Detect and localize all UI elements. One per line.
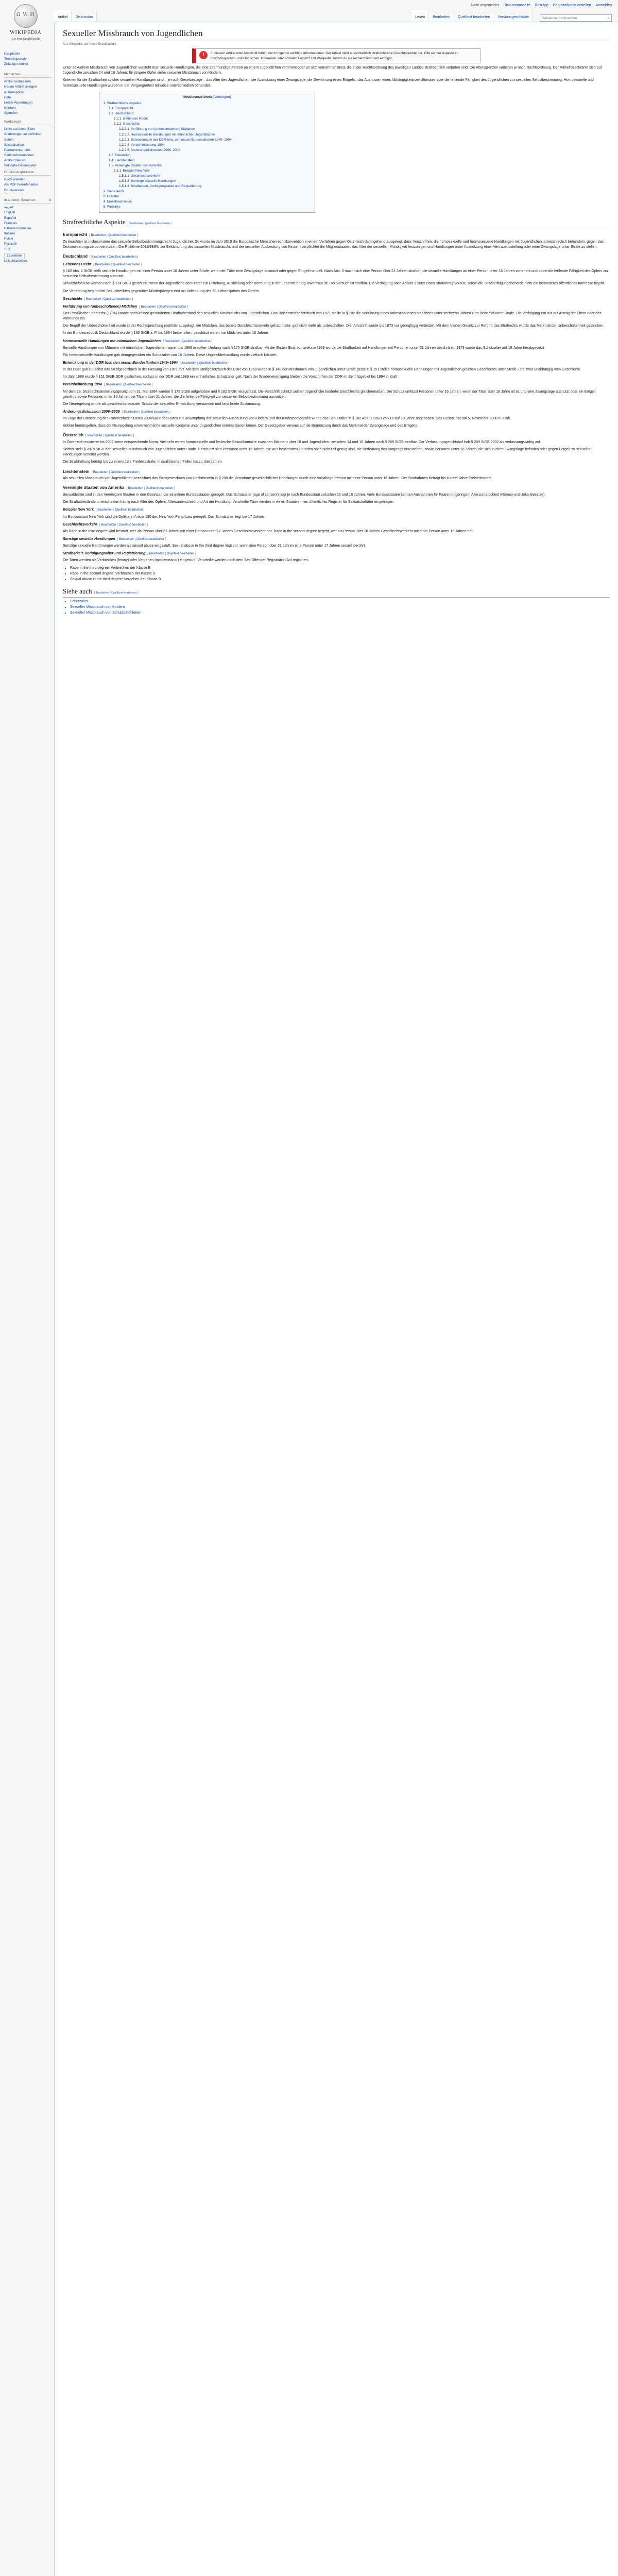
languages-portal — [4, 198, 52, 264]
languages-header — [4, 198, 52, 204]
subsubsection-heading — [63, 262, 610, 267]
section-title: Beispiel New York — [63, 508, 94, 512]
toc-label: Literatur — [107, 195, 119, 199]
login-link[interactable]: Anmelden — [595, 4, 612, 7]
subsection-heading — [63, 253, 610, 260]
print-portal — [4, 170, 52, 193]
edit-links-link[interactable]: Links bearbeiten — [4, 260, 27, 263]
edit-source-link[interactable]: Quelltext bearbeiten — [182, 340, 210, 343]
section-title: Deutschland — [63, 254, 88, 259]
section-title: Geschichte — [63, 297, 82, 301]
sidebar-item-new-article[interactable]: Neuen Artikel anlegen — [4, 85, 37, 89]
toc-title-label: Inhaltsverzeichnis — [183, 95, 213, 99]
lang-item[interactable]: العربية — [4, 206, 13, 210]
edit-source-link[interactable]: Quelltext bearbeiten — [166, 552, 195, 556]
lang-item[interactable]: Italiano — [4, 231, 15, 235]
talk-link[interactable]: Diskussionsseite — [503, 4, 530, 7]
see-also-list — [70, 599, 610, 616]
section-edit-links: [ Bearbeiten | Quelltext bearbeiten ] — [126, 487, 175, 490]
toc-label: Europarecht — [115, 107, 133, 111]
edit-source-link[interactable]: Quelltext bearbeiten — [158, 305, 186, 309]
toc-number: 4 — [104, 200, 106, 204]
section-edit-links: [ Bearbeiten | Quelltext bearbeiten ] — [104, 383, 153, 387]
paragraph: Die Taten werden als Verbrechen (felony) oder Vergehen (misdemeanor) eingestuft. Verurteilte werden nach dem Sex Offender Registration Act registriert. — [63, 558, 309, 563]
section-heading — [63, 217, 610, 228]
toc-label: Deutschland — [115, 112, 134, 116]
intro-paragraph: Kriterien für die Strafbarkeit solcher sexuellen Handlungen sind – je nach Gesetzeslage – das Alter des Jugendlichen, die Ausnutzung einer Zwangslage, die Gewährung eines Entgelts, das Ausnutzen eines Abhängigkeitsverhältnisses oder die fehlende Fähigkeit des Jugendlichen zur sexuellen Selbstbestimmung. Homosexuelle und heterosexuelle Handlungen wurden in der Vergangenheit teilweise unterschiedlich behandelt. — [63, 78, 594, 88]
section-edit-links: [ Bearbeiten | Quelltext bearbeiten ] — [127, 222, 172, 226]
edit-link[interactable]: Bearbeiten — [101, 523, 116, 527]
edit-link[interactable]: Bearbeiten — [91, 234, 106, 238]
table-of-contents — [99, 92, 315, 213]
edit-link[interactable]: Bearbeiten — [118, 537, 134, 541]
edit-link[interactable]: Bearbeiten — [181, 361, 197, 365]
subsubsection-heading — [63, 361, 610, 366]
edit-link[interactable]: Bearbeiten — [106, 383, 121, 387]
toc-entry[interactable] — [104, 116, 311, 122]
gear-icon[interactable]: ⚙ — [48, 198, 52, 202]
paragraph: Im Zuge der Umsetzung des Rahmenbeschlusses 2004/68/JI des Rates zur Bekämpfung der sexuellen Ausbeutung von Kindern und der Kinderpornografie wurde das Schutzalter in § 182 Abs. 1 StGB von 16 auf 18 Jahre angehoben. Das Gesetz trat am 5. November 2008 in Kraft. — [63, 417, 511, 421]
toc-label: Einzelnachweise — [107, 200, 132, 204]
tab-read[interactable]: Lesen — [411, 10, 429, 22]
sidebar-item-cite[interactable]: Artikel zitieren — [4, 158, 25, 162]
section-title: Vereinigte Staaten von Amerika — [63, 485, 125, 490]
edit-source-link[interactable]: Quelltext bearbeiten — [123, 383, 151, 387]
toc-label: Verführung von (unbescholtenen) Mädchen — [130, 127, 195, 131]
section-title: Vereinheitlichung 1994 — [63, 383, 102, 387]
section-edit-links: [ Bearbeiten | Quelltext bearbeiten ] — [180, 361, 229, 365]
toc-label: Vereinheitlichung 1994 — [130, 143, 165, 147]
toc-number: 1.5.1.2 — [119, 179, 129, 183]
edit-link[interactable]: Bearbeiten — [123, 410, 139, 414]
toc-number: 1.1 — [109, 107, 114, 111]
sidebar-item-book[interactable]: Buch erstellen — [4, 178, 26, 182]
list-item: • Rape in the second degree: Verbrechen der Klasse D — [70, 571, 610, 577]
nav-portal — [4, 52, 52, 67]
toc-number: 1.2.2.4 — [119, 143, 129, 147]
sidebar-item-author-portal[interactable]: Autorenportal — [4, 90, 25, 94]
sidebar-item-improve[interactable]: Artikel verbessern — [4, 80, 31, 84]
toc-number: 1.2.1 — [114, 117, 122, 121]
toc-number: 3 — [104, 195, 106, 199]
logo-tagline: Die freie Enzyklopädie — [11, 37, 40, 41]
lang-item[interactable]: Français — [4, 221, 17, 225]
toc-number: 5 — [104, 205, 106, 209]
section-title: Homosexuelle Handlungen mit männlichen Jugendlichen — [63, 339, 161, 343]
lang-item[interactable]: Polski — [4, 236, 13, 241]
paragraph: Im Jahr 1988 wurde § 151 StGB-DDR gestrichen, sodass in der DDR seit 1989 ein einheitliches Schutzalter galt. Nach der Wiedervereinigung blieben die Vorschriften der DDR im Beitrittsgebiet bis 1994 in Kraft. — [63, 375, 399, 379]
more-languages-button[interactable]: 11 weitere — [4, 253, 25, 259]
sidebar-item-pdf[interactable]: Als PDF herunterladen — [4, 183, 38, 187]
section-edit-links: [ Bearbeiten | Quelltext bearbeiten ] — [147, 552, 196, 556]
edit-link[interactable]: Bearbeiten — [97, 509, 113, 512]
paragraph: Als sexuellen Missbrauch von Jugendlichen bezeichnet das Strafgesetzbuch von Liechtenstein in § 208 die Vornahme geschlechtlicher Handlungen durch eine volljährige Person mit einer Person unter 16 Jahren. Der Strafrahmen beträgt bis zu drei Jahre Freiheitsstrafe. — [63, 477, 493, 481]
paragraph: Die Neuregelung wurde als geschlechtsneutraler Schutz der sexuellen Entwicklung verstanden und fand breite Zustimmung. — [63, 402, 261, 406]
tab-history[interactable]: Versionsgeschichte — [494, 10, 533, 22]
toc-number: 1.2.2.3 — [119, 138, 129, 142]
sidebar-item-donate[interactable]: Spenden — [4, 111, 18, 115]
languages-header-label: In anderen Sprachen — [4, 198, 36, 202]
section-edit-links: [ Bearbeiten | Quelltext bearbeiten ] — [139, 305, 188, 309]
edit-source-link[interactable]: Quelltext bearbeiten — [112, 263, 141, 266]
paragraph: In Österreich existierte bis 2002 keine entsprechende Norm. Vielmehr waren homosexuelle und lesbische Sexualkontakte zwischen Männern über 18 und Jugendlichen zwischen 14 und 18 Jahren nach § 209 StGB strafbar. Der Verfassungsgerichtshof hob § 209 StGB 2002 als verfassungswidrig auf. — [63, 440, 541, 445]
toc-label: Geschichte — [123, 122, 140, 126]
toc-entry[interactable] — [104, 194, 311, 199]
subsubsection-heading — [63, 297, 610, 302]
site-subtitle: Aus Wikipedia, der freien Enzyklopädie — [63, 42, 117, 46]
toc-entry[interactable] — [104, 158, 311, 163]
tab-discussion[interactable]: Diskussion — [72, 10, 97, 22]
edit-link[interactable]: Bearbeiten — [149, 552, 164, 556]
edit-source-link[interactable]: Quelltext bearbeiten — [118, 523, 146, 527]
toc-number: 1.5.1 — [114, 168, 122, 173]
edit-link[interactable]: Bearbeiten — [91, 256, 107, 259]
toc-entry[interactable] — [104, 153, 311, 158]
toc-number: 1.2.2.2 — [119, 132, 129, 137]
paragraph: Sonstige sexuelle Berührungen werden als sexual abuse eingestuft. Sexual abuse in the third degree liegt vor, wenn eine Person über 21 Jahren eine Person unter 17 Jahren sexuell berührt. — [63, 544, 366, 548]
warning-icon: ! — [199, 51, 208, 59]
toc-label: Beispiel New York — [123, 168, 150, 173]
edit-source-link[interactable]: Quelltext bearbeiten — [141, 410, 169, 414]
edit-source-link[interactable]: Quelltext bearbeiten — [115, 509, 143, 512]
page-title: Sexueller Missbrauch von Jugendlichen — [63, 27, 610, 41]
sidebar-item-contact[interactable]: Kontakt — [4, 106, 16, 110]
edit-link[interactable]: Bearbeiten — [164, 340, 180, 343]
toc-entry[interactable] — [104, 143, 311, 148]
subsubsection-heading — [63, 304, 610, 310]
toc-entry[interactable] — [104, 106, 311, 111]
search-icon[interactable]: ⌕ — [607, 16, 610, 21]
tools-portal — [4, 120, 52, 168]
paragraph: In der DDR galt zunächst das Strafgesetzbuch in der Fassung von 1871 fort. Mit dem Strafgesetzbuch der DDR von 1968 wurde in § 148 der Missbrauch von Jugendlichen unter Strafe gestellt; § 151 stellte homosexuelle Handlungen mit Jugendlichen gleichen Geschlechts unter Strafe, und zwar unabhängig vom Geschlecht. — [63, 368, 581, 372]
toc-number: 1.5 — [109, 163, 114, 167]
sidebar-item-print[interactable]: Druckversion — [4, 188, 24, 192]
section-edit-links: [ Bearbeiten | Quelltext bearbeiten ] — [163, 340, 212, 343]
intro-paragraph: Unter sexuellem Missbrauch von Jugendlichen versteht man sexuelle Handlungen, die eine strafmündige Person an einem Jugendlichen vornimmt oder an sich vornehmen lässt, die in der Rechtsordnung des jeweiligen Landes strafrechtlich verboten sind. Die Altersgrenzen variieren je nach Rechtsordnung. Der Artikel beschränkt sich auf Jugendliche zwischen 14 und 18 Jahren; für jüngere Opfer siehe sexueller Missbrauch von Kindern. — [63, 66, 602, 75]
main-content — [54, 22, 618, 2576]
sidebar-item-themenportale[interactable]: Themenportale — [4, 57, 27, 61]
wikipedia-logo[interactable] — [5, 4, 46, 45]
toc-entry[interactable] — [104, 163, 311, 168]
edit-link[interactable]: Bearbeiten — [87, 434, 102, 438]
edit-source-link[interactable]: Quelltext bearbeiten — [109, 256, 136, 259]
edit-source-link[interactable]: Quelltext bearbeiten — [110, 470, 139, 474]
paragraph: Im Bundesstaat New York sind die Delikte in Article 130 des New York Penal Law geregelt. Das Schutzalter liegt bei 17 Jahren. — [63, 515, 265, 519]
toc-number: 1.2 — [109, 112, 114, 116]
toc-entry[interactable] — [104, 122, 311, 127]
paragraph: Schutzbefohlene werden nach § 174 StGB geschützt, wenn der Jugendliche dem Täter zur Erziehung, Ausbildung oder Betreuung in der Lebensführung anvertraut ist. Der Versuch ist strafbar. Die Verfolgung nach Absatz 3 setzt einen Strafantrag voraus, sofern die Strafverfolgungsbehörde nicht ein besonderes öffentliches Interesse bejaht. — [63, 282, 605, 286]
view-tabs — [411, 10, 533, 22]
paragraph: § 182 Abs. 1 StGB stellt sexuelle Handlungen mit einer Person unter 18 Jahren unter Strafe, wenn der Täter eine Zwangslage ausnutzt oder gegen Entgelt handelt. Nach Abs. 3 macht sich eine Person über 21 Jahren strafbar, die sexuelle Handlungen an einer Person unter 16 Jahren vornimmt und dabei die fehlende Fähigkeit des Opfers zur sexuellen Selbstbestimmung ausnutzt. — [63, 269, 609, 279]
lang-item[interactable]: Español — [4, 216, 16, 220]
toc-label: Geltendes Recht — [123, 117, 148, 121]
subsubsection-heading — [63, 551, 610, 556]
globe-icon — [14, 4, 38, 28]
toc-label: Sonstige sexuelle Handlungen — [130, 179, 176, 183]
edit-link[interactable]: Bearbeiten — [96, 591, 110, 595]
sidebar-item-whatlinkshere[interactable]: Links auf diese Seite — [4, 127, 35, 131]
registration-list — [70, 566, 610, 582]
section-title: Siehe auch — [63, 587, 92, 595]
section-title: Verführung von (unbescholtenen) Mädchen — [63, 304, 138, 309]
edit-link[interactable]: Bearbeiten — [86, 297, 101, 301]
sidebar-item-help[interactable]: Hilfe — [4, 95, 11, 99]
toc-entry[interactable] — [104, 205, 311, 210]
namespace-tabs — [54, 10, 97, 22]
not-logged-in-text: Nicht angemeldet — [471, 4, 499, 7]
toc-label: Strafbarkeit, Verfolgungsalter und Registrierung — [130, 184, 201, 189]
section-edit-links: [ Bearbeiten | Quelltext bearbeiten ] — [117, 537, 166, 541]
paragraph: Kritiker bemängelten, dass die Neuregelung einvernehmliche sexuelle Kontakte unter Jugendlichen kriminalisieren könne. Der Gesetzgeber verwies auf die Begrenzung durch das Merkmal der Zwangslage und des Entgelts. — [63, 424, 418, 428]
toc-label: Strafrechtliche Aspekte — [107, 101, 142, 106]
subsection-heading — [63, 469, 610, 475]
subsubsection-heading — [63, 410, 610, 415]
sidebar-item-recent-changes[interactable]: Letzte Änderungen — [4, 100, 32, 105]
see-also-link[interactable]: • Schutzalter — [70, 599, 610, 604]
toc-entry[interactable] — [104, 111, 311, 116]
toc-number: 1.2.2 — [114, 122, 122, 126]
sidebar-item-page-info[interactable]: Seiteninformationen — [4, 153, 34, 157]
section-title: Änderungsdiskussion 2006–2008 — [63, 410, 120, 414]
section-edit-links: [ Bearbeiten | Quelltext bearbeiten ] — [96, 509, 145, 512]
paragraph: Sexualdelikte sind in den Vereinigten Staaten in den Gesetzen der einzelnen Bundesstaaten geregelt. Das Schutzalter (age of consent) liegt je nach Bundesstaat zwischen 16 und 18 Jahren. Viele Bundesstaaten kennen Ausnahmen für Paare mit geringem Altersunterschied (Romeo-und-Julia-Gesetze). — [63, 493, 546, 497]
edit-link[interactable]: Bearbeiten — [95, 263, 110, 266]
toc-entry[interactable] — [104, 168, 311, 174]
tab-edit[interactable]: Bearbeiten — [429, 10, 454, 22]
toc-number: 1 — [104, 101, 106, 106]
toc-entry[interactable] — [104, 179, 311, 184]
section-title: Sonstige sexuelle Handlungen — [63, 537, 115, 541]
contributions-link[interactable]: Beiträge — [535, 4, 548, 7]
toc-number: 1.2.2.1 — [119, 127, 129, 131]
logo-wordmark: WIKIPEDIA — [10, 30, 42, 36]
search-input[interactable] — [540, 14, 612, 22]
paragraph: Die Verjährung beginnt bei Sexualdelikten gegenüber Minderjährigen erst mit Vollendung des 30. Lebensjahres des Opfers. — [63, 289, 260, 293]
lang-item[interactable]: Bahasa Indonesia — [4, 226, 31, 230]
section-title: Entwicklung in der DDR bzw. den neuen Bundesländern 1949–1994 — [63, 361, 178, 365]
edit-link[interactable]: Bearbeiten — [141, 305, 156, 309]
personal-bar — [0, 0, 618, 10]
print-header: Drucken/exportieren — [4, 170, 52, 176]
toc-number: 1.2.2.5 — [119, 148, 129, 152]
edit-source-link[interactable]: Quelltext bearbeiten — [105, 434, 133, 438]
subsection-heading — [63, 432, 610, 438]
sidebar-item-special-pages[interactable]: Spezialseiten — [4, 143, 24, 147]
toc-label: Homosexuelle Handlungen mit männlichen Jugendlichen — [130, 132, 215, 137]
toc-entry[interactable] — [104, 132, 311, 138]
search-placeholder: Wikipedia durchsuchen — [542, 16, 577, 20]
toc-toggle[interactable]: [Verbergen] — [213, 95, 231, 99]
section-heading — [63, 587, 610, 598]
page-tabs — [54, 10, 618, 22]
paragraph: Sexuelle Handlungen von Männern mit männlichen Jugendlichen waren bis 1969 in vollem Umfang nach § 175 StGB strafbar. Mit der Ersten Strafrechtsreform 1969 wurde die Strafbarkeit auf Handlungen mit Personen unter 21 Jahren beschränkt, 1973 wurde das Schutzalter auf 18 Jahre herabgesetzt. — [63, 346, 545, 350]
paragraph: Als Rape in the third degree wird bestraft, wer als Person über 21 Jahren mit einer Person unter 17 Jahren Geschlechtsverkehr hat. Rape in the second degree begeht, wer als Person über 18 Jahren Geschlechtsverkehr mit einer Person unter 15 Jahren hat. — [63, 529, 474, 533]
mitmachen-header: Mitmachen — [4, 72, 52, 78]
paragraph: Die Straftatbestände unterscheiden häufig nach Alter des Opfers, Altersunterschied und Art der Handlung. Verurteilte Täter werden in vielen Staaten in ein öffentliches Register für Sexualstraftäter eingetragen. — [63, 500, 394, 504]
create-account-link[interactable]: Benutzerkonto erstellen — [553, 4, 591, 7]
see-also-link[interactable]: • Sexueller Missbrauch von Schutzbefohlenen — [70, 611, 610, 616]
toc-entry[interactable] — [104, 189, 311, 194]
toc-number: 1.3 — [109, 153, 114, 157]
section-edit-links: [ Bearbeiten | Quelltext bearbeiten ] — [85, 434, 134, 438]
toc-entry[interactable] — [104, 138, 311, 143]
subsubsection-heading — [63, 382, 610, 387]
toc-title — [104, 95, 311, 99]
sidebar — [0, 0, 54, 2576]
paragraph: Seither stellt § 207b StGB den sexuellen Missbrauch von Jugendlichen unter Strafe. Geschützt sind Personen unter 16 Jahren, die aus bestimmten Gründen noch nicht reif genug sind, die Bedeutung des Vorgangs einzusehen, sowie Personen unter 18 Jahren, die sich in einer Zwangslage befinden oder gegen Entgelt zu sexuellen Handlungen verleitet werden. — [63, 448, 592, 457]
section-title: Geschlechtsverkehr — [63, 522, 97, 527]
toc-label: Vereinigte Staaten von Amerika — [115, 163, 162, 167]
edit-link[interactable]: Bearbeiten — [129, 222, 143, 226]
toc-label: Entwicklung in der DDR bzw. den neuen Bundesländern 1949–1994 — [130, 138, 232, 142]
subsubsection-heading — [63, 339, 610, 344]
paragraph: Die Strafdrohung beträgt bis zu einem Jahr Freiheitsstrafe, in qualifizierten Fällen bis zu drei Jahren. — [63, 460, 223, 464]
subsubsection-heading — [63, 522, 610, 528]
toc-label: Änderungsdiskussion 2006–2008 — [130, 148, 181, 152]
sidebar-item-related-changes[interactable]: Änderungen an verlinkten Seiten — [4, 132, 43, 142]
edit-source-link[interactable]: Quelltext bearbeiten — [108, 234, 136, 238]
edit-source-link[interactable]: Quelltext bearbeiten — [199, 361, 227, 365]
lang-item[interactable]: 中文 — [4, 247, 11, 251]
paragraph: Der Begriff der Unbescholtenheit wurde in der Rechtsprechung restriktiv ausgelegt; ein Mädchen, das bereits Geschlechtsverkehr gehabt hatte, galt nicht mehr als unbescholten. Die Vorschrift wurde bis 1973 nur geringfügig verändert. Mit dem Vierten Gesetz zur Reform des Strafrechts wurde das Merkmal der Unbescholtenheit gestrichen. — [63, 324, 605, 328]
toc-entry[interactable] — [104, 184, 311, 189]
toc-label: Siehe auch — [107, 190, 124, 194]
edit-source-link[interactable]: Quelltext bearbeiten — [111, 591, 137, 595]
section-title: Strafrechtliche Aspekte — [63, 218, 126, 226]
section-edit-links: [ Bearbeiten | Quelltext bearbeiten ] — [89, 234, 138, 238]
sidebar-item-permalink[interactable]: Permanenter Link — [4, 148, 31, 152]
toc-entry[interactable] — [104, 174, 311, 179]
personal-links — [471, 3, 612, 8]
edit-source-link[interactable]: Quelltext bearbeiten — [145, 222, 170, 226]
list-item: • Rape in the third degree: Verbrechen der Klasse E — [70, 566, 610, 571]
tab-edit-source[interactable]: Quelltext bearbeiten — [454, 10, 494, 22]
toc-label: Österreich — [115, 153, 131, 157]
section-edit-links: [ Bearbeiten | Quelltext bearbeiten ] — [91, 470, 140, 474]
edit-source-link[interactable]: Quelltext bearbeiten — [104, 297, 131, 301]
notice-box — [192, 48, 480, 63]
toc-number: 1.5.1.3 — [119, 184, 129, 189]
list-item: • Sexual abuse in the third degree: Vergehen der Klasse B — [70, 577, 610, 582]
edit-source-link[interactable]: Quelltext bearbeiten — [145, 487, 174, 490]
section-edit-links: [ Bearbeiten | Quelltext bearbeiten ] — [93, 263, 142, 266]
section-edit-links: [ Bearbeiten | Quelltext bearbeiten ] — [122, 410, 170, 414]
toc-label: Weblinks — [107, 205, 121, 209]
tab-article[interactable]: Artikel — [54, 10, 72, 22]
toc-label: Liechtenstein — [115, 158, 135, 162]
toc-number: 2 — [104, 190, 106, 194]
section-title: Strafbarkeit, Verfolgungsalter und Registrierung — [63, 552, 146, 556]
section-title: Österreich — [63, 433, 84, 438]
paragraph: Mit dem 29. Strafrechtsänderungsgesetz vom 31. Mai 1994 wurden § 175 StGB aufgehoben und § 182 StGB neu gefasst. Die Vorschrift schützt seither Jugendliche beiderlei Geschlechts gleichermaßen. Der Schutz umfasst Personen unter 16 Jahren, wenn der Täter über 18 Jahre alt ist und eine Zwangslage ausnutzt oder ein Entgelt gewährt, sowie Personen unter 16 Jahren bei Tätern über 21 Jahren, die die fehlende Fähigkeit zur sexuellen Selbstbestimmung ausnutzen. — [63, 389, 596, 399]
toc-entry[interactable] — [104, 199, 311, 205]
subsection-heading — [63, 485, 610, 491]
toc-number: 1.4 — [109, 158, 114, 162]
toc-list — [104, 101, 311, 210]
toc-entry[interactable] — [104, 101, 311, 106]
see-also-link[interactable]: • Sexueller Missbrauch von Kindern — [70, 605, 610, 610]
edit-source-link[interactable]: Quelltext bearbeiten — [136, 537, 164, 541]
section-edit-links: [ Bearbeiten | Quelltext bearbeiten ] — [90, 256, 139, 259]
mitmachen-portal — [4, 72, 52, 116]
sidebar-item-random[interactable]: Zufälliger Artikel — [4, 62, 28, 66]
sidebar-item-wikidata[interactable]: Wikidata-Datenobjekt — [4, 163, 36, 167]
notice-text: In diesem Artikel oder Abschnitt fehlen noch folgende wichtige Informationen: Der Artikel stellt ausschließlich strafrechtliche Gesichtspunkte dar. Gibt es hier Aspekte zu psychologischen, soziologischen, kulturellen oder sozialen Folgen? Hilf Wikipedia, indem du sie recherchierst und einfügst. — [211, 52, 459, 60]
paragraph: In der Bundesrepublik Deutschland wurde § 182 StGB a. F. bis 1994 beibehalten; geschützt waren nur Mädchen unter 16 Jahren. — [63, 331, 269, 335]
section-title: Geltendes Recht — [63, 262, 92, 266]
section-title: Liechtenstein — [63, 469, 90, 474]
section-edit-links: [ Bearbeiten | Quelltext bearbeiten ] — [99, 523, 148, 527]
sidebar-item-hauptseite[interactable]: Hauptseite — [4, 52, 21, 56]
paragraph: Das Preußische Landrecht (1794) kannte noch keinen gesonderten Straftatbestand des sexuellen Missbrauchs von Jugendlichen. Das Reichsstrafgesetzbuch von 1871 stellte in § 182 die Verführung eines unbescholtenen Mädchens unter sechzehn Jahren zum Beischlaf unter Strafe. Die Verfolgung trat nur auf Antrag der Eltern oder des Vormunds ein. — [63, 311, 602, 321]
toc-label: Geschlechtsverkehr — [130, 174, 161, 178]
toc-entry[interactable] — [104, 148, 311, 153]
paragraph: Zu beachten ist insbesondere das sexuelle Selbstbestimmungsrecht Jugendlicher. So wurde im Jahr 2010 die Europäische Menschenrechtskonvention in einem Verfahren gegen Österreich dahingehend ausgelegt, dass Vorschriften, die homosexuelle und heterosexuelle Handlungen mit Jugendlichen unterschiedlich behandeln, gegen das Diskriminierungsverbot verstoßen. Die Richtlinie 2011/93/EU zur Bekämpfung des sexuellen Missbrauchs und der sexuellen Ausbeutung von Kindern verpflichtet die Mitgliedstaaten, das Alter der sexuellen Mündigkeit festzulegen und Handlungen unter Ausnutzung einer Vertrauensstellung oder einer Zwangslage unter Strafe zu stellen. — [63, 240, 604, 249]
edit-link[interactable]: Bearbeiten — [128, 487, 143, 490]
section-edit-links: [ Bearbeiten | Quelltext bearbeiten ] — [84, 297, 133, 301]
subsubsection-heading — [63, 507, 610, 513]
toc-entry[interactable] — [104, 127, 311, 132]
tools-header: Werkzeuge — [4, 120, 52, 125]
paragraph: Für heterosexuelle Handlungen galt demgegenüber ein Schutzalter von 16 Jahren. Diese Ungleichbehandlung wurde vielfach kritisiert. — [63, 353, 278, 357]
subsection-heading — [63, 232, 610, 238]
edit-link[interactable]: Bearbeiten — [93, 470, 108, 474]
lang-item[interactable]: English — [4, 211, 15, 215]
lang-item[interactable]: Русский — [4, 242, 17, 246]
subsubsection-heading — [63, 537, 610, 542]
toc-number: 1.5.1.1 — [119, 174, 129, 178]
section-title: Europarecht — [63, 232, 88, 238]
section-edit-links: [ Bearbeiten | Quelltext bearbeiten ] — [94, 591, 139, 595]
